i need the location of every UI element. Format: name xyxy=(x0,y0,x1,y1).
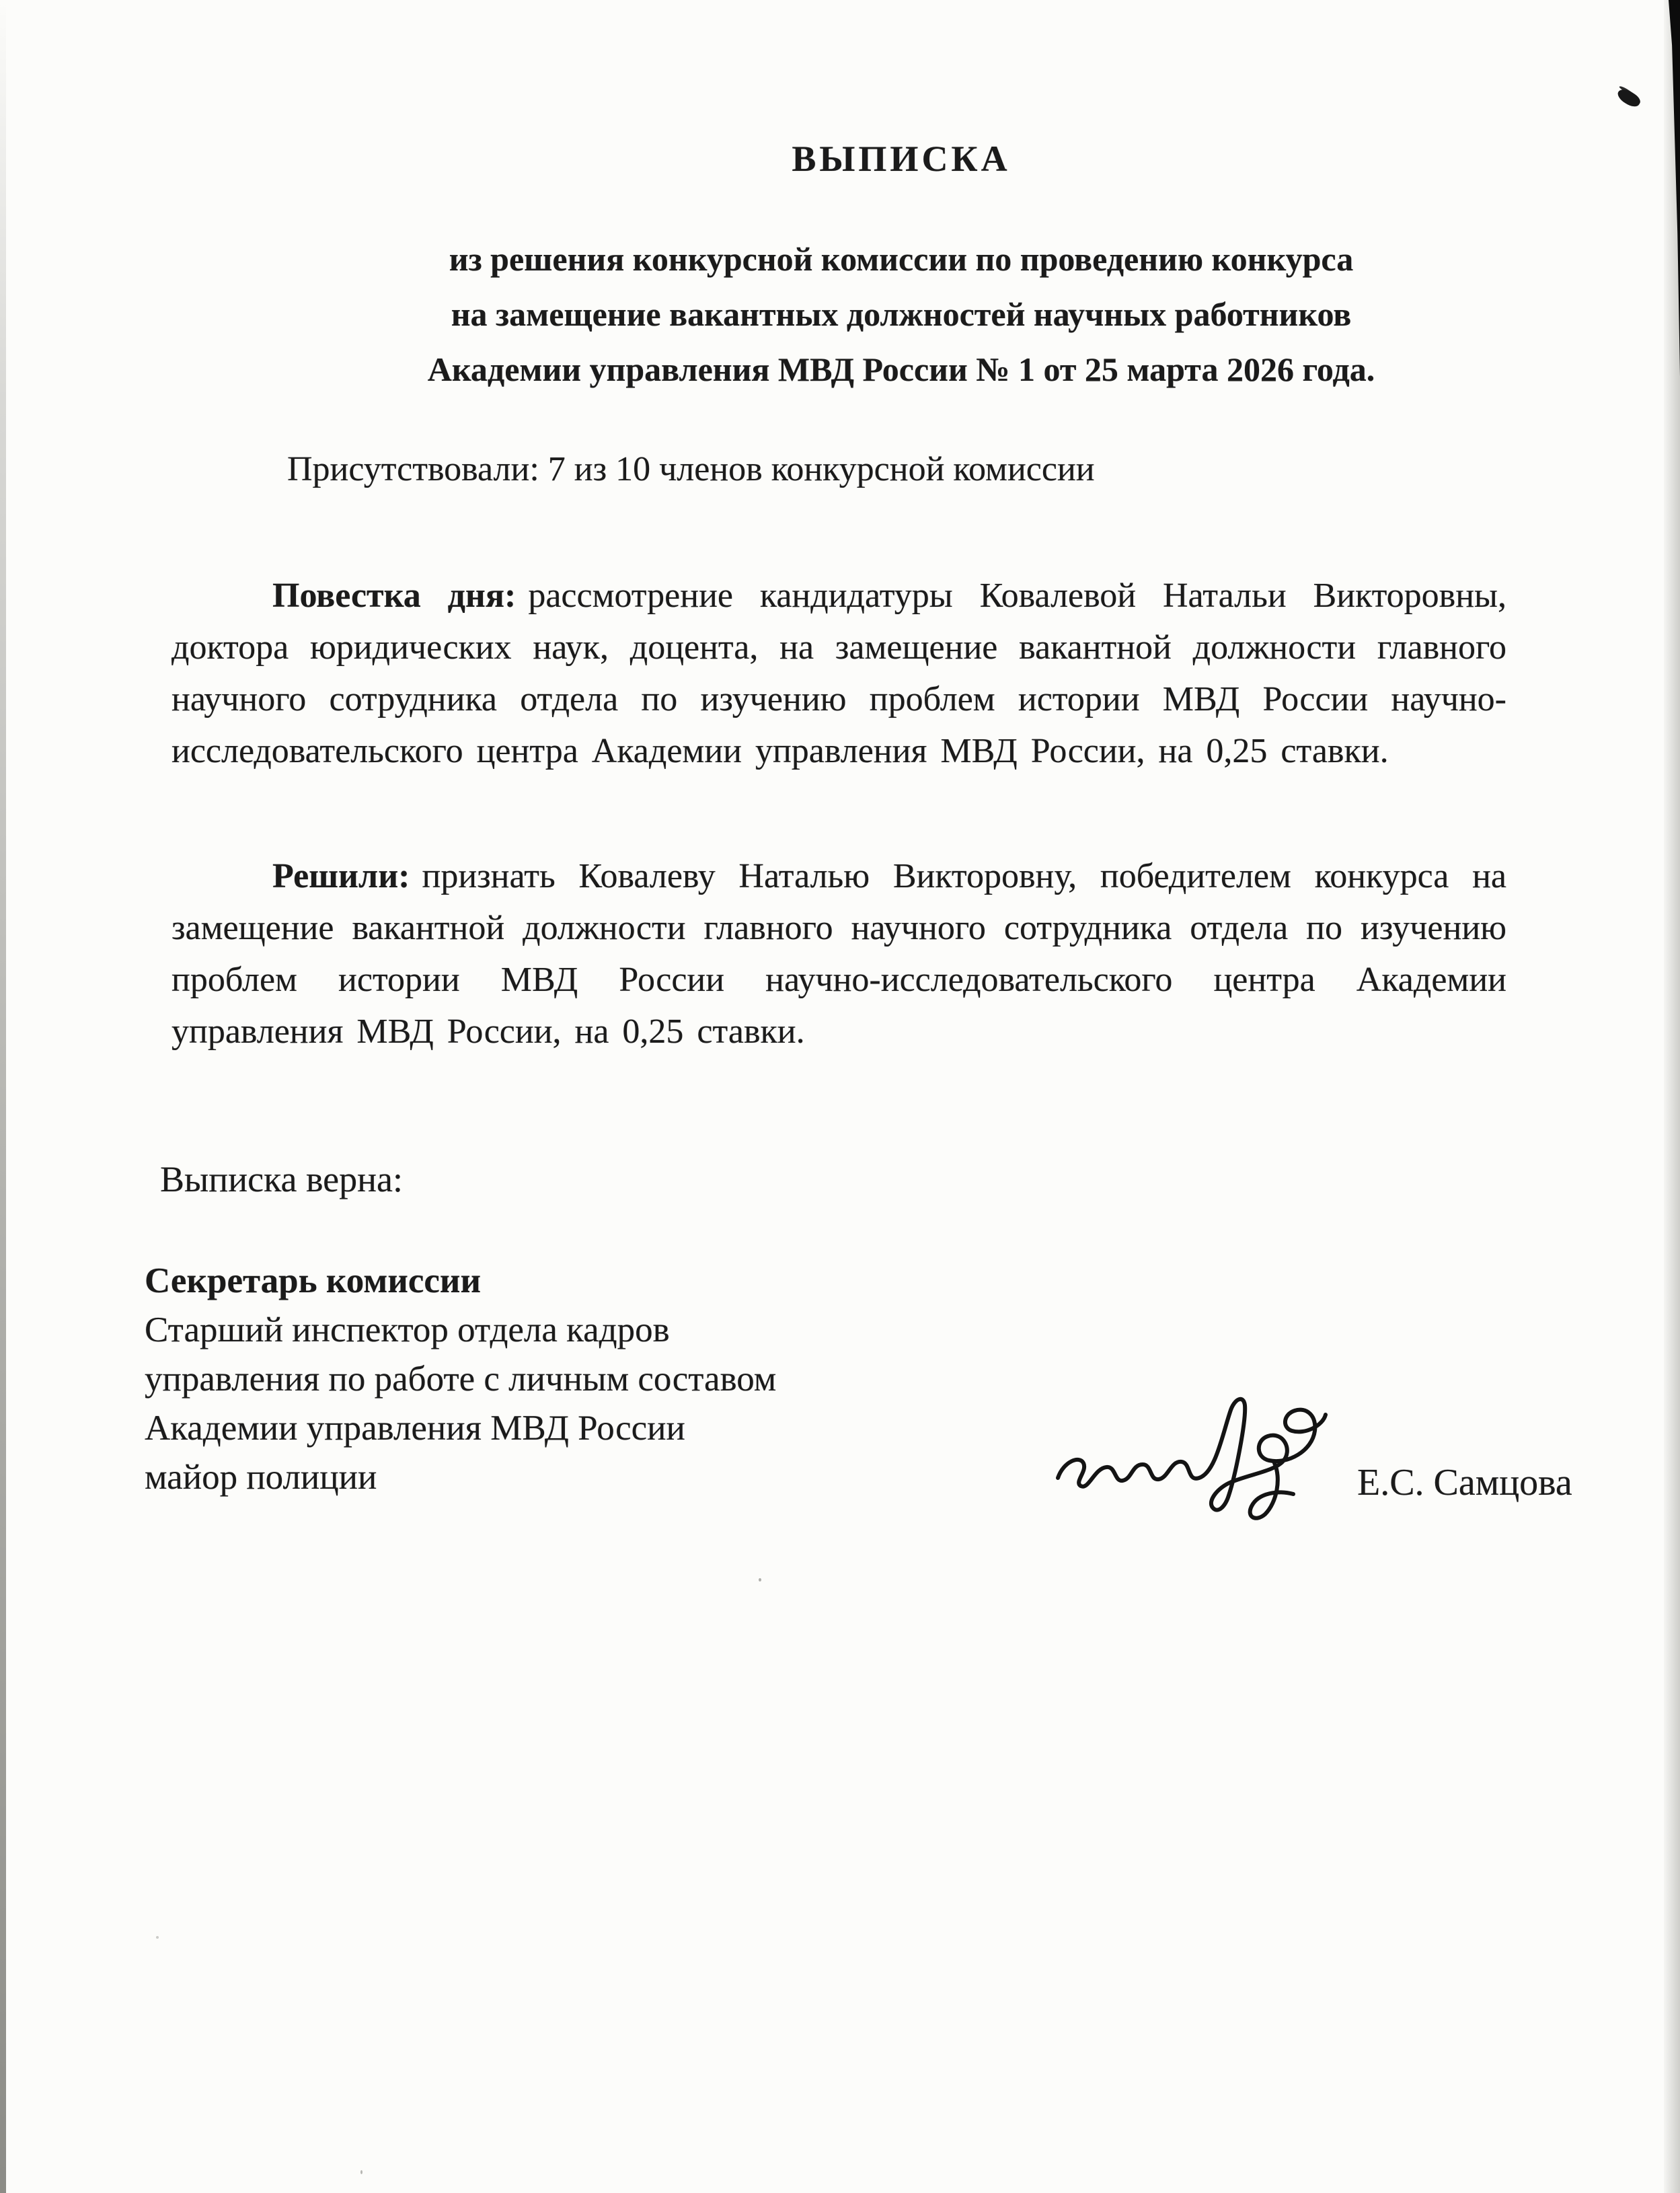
signatory-role-title: Секретарь комиссии xyxy=(145,1261,482,1300)
agenda-label: Повестка дня: xyxy=(272,577,517,615)
ink-smudge-icon xyxy=(1615,86,1643,110)
agenda-text: рассмотрение кандидатуры Ковалевой Натальи Викторовны, доктора юридических наук, доцента, на замещение вакантной должности главного научного сотрудника отдела по изучению проблем истории МВД России научно-исследовательского центра Академии управления МВД России, на 0,25 ставки. xyxy=(171,577,1506,770)
document-subtitle xyxy=(289,231,1513,397)
scan-edge-right xyxy=(1664,0,1680,2193)
decision-paragraph xyxy=(171,850,1506,1057)
document-title: ВЫПИСКА xyxy=(792,139,1011,179)
decision-text: признать Ковалеву Наталью Викторовну, победителем конкурса на замещение вакантной должности главного научного сотрудника отдела по изучению проблем истории МВД России научно-исследовательского центра Академии управления МВД России, на 0,25 ставки. xyxy=(171,857,1506,1051)
scan-speck xyxy=(759,1578,761,1582)
signatory-name: Е.С. Самцова xyxy=(1357,1462,1572,1503)
subtitle-line-1: из решения конкурсной комиссии по проведению конкурса xyxy=(449,240,1354,278)
decision-label: Решили: xyxy=(272,857,410,895)
signatory-role-line-3: Академии управления МВД России xyxy=(145,1409,685,1448)
scan-edge-left xyxy=(0,0,6,2193)
scan-speck xyxy=(156,1936,159,1939)
signatory-role-line-2: управления по работе с личным составом xyxy=(145,1360,777,1399)
certification-line: Выписка верна: xyxy=(160,1159,403,1199)
handwritten-signature-icon xyxy=(1046,1389,1355,1524)
subtitle-line-3: Академии управления МВД России № 1 от 25 марта 2026 года. xyxy=(427,350,1375,388)
scan-speck xyxy=(360,2170,362,2174)
signatory-role-line-4: майор полиции xyxy=(145,1458,377,1497)
attendance-line: Присутствовали: 7 из 10 членов конкурсной комиссии xyxy=(287,450,1095,488)
signatory-role-line-1: Старший инспектор отдела кадров xyxy=(145,1310,670,1349)
subtitle-line-2: на замещение вакантных должностей научных работников xyxy=(451,295,1352,333)
agenda-paragraph xyxy=(171,570,1506,777)
signatory-block xyxy=(145,1257,1019,1502)
